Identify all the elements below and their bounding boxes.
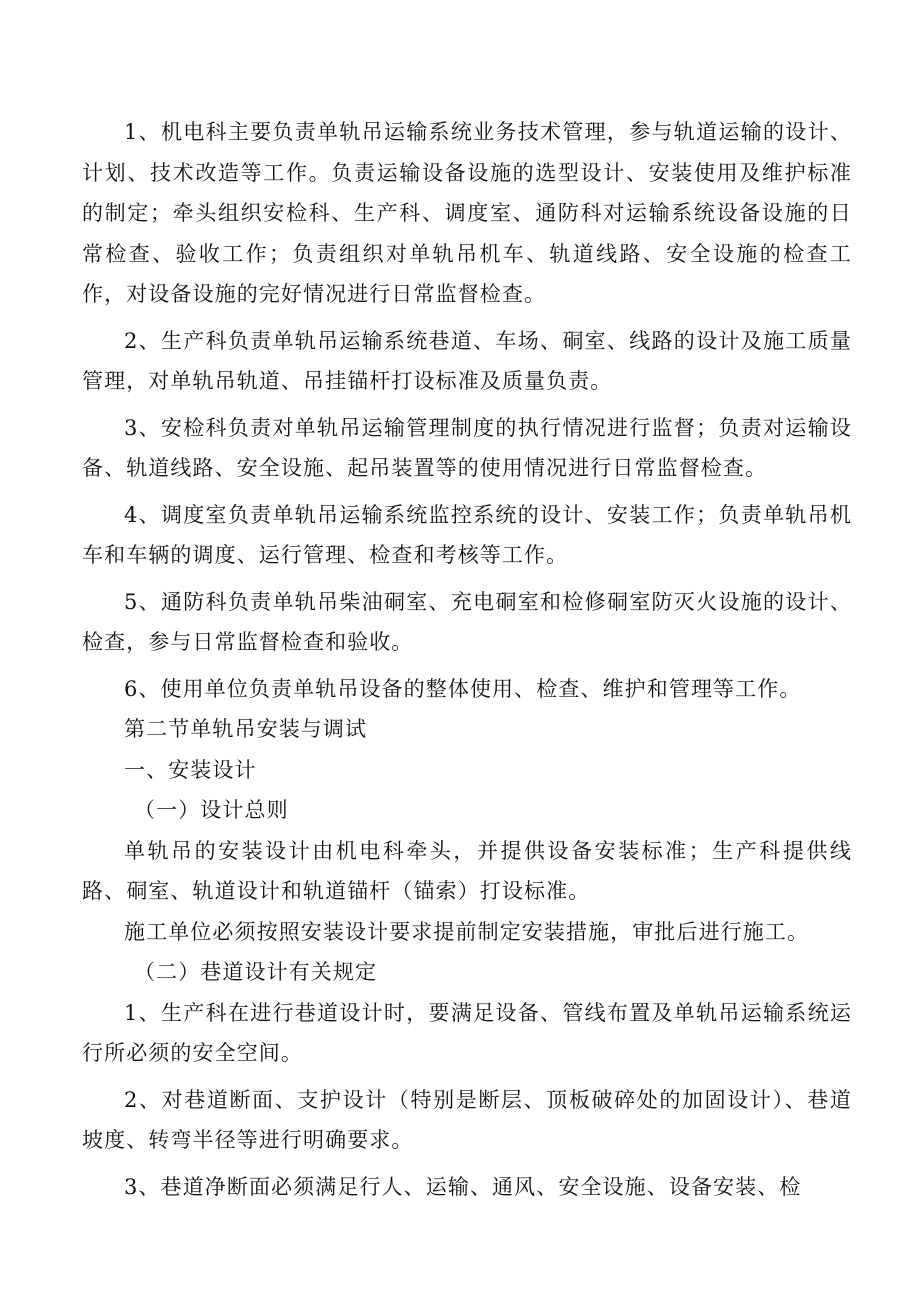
part-title: 一、安装设计 — [124, 757, 257, 782]
paragraph-2: 2、生产科负责单轨吊运输系统巷道、车场、硐室、线路的设计及施工质量管理，对单轨吊轨道、吊挂锚杆打设标准及质量负责。 — [82, 328, 852, 393]
paragraph-4: 4、调度室负责单轨吊运输系统监控系统的设计、安装工作；负责单轨吊机车和车辆的调度、运行管理、检查和考核等工作。 — [82, 502, 852, 567]
section-title: 第二节单轨吊安装与调试 — [124, 717, 368, 741]
subsection-title-2: （二）巷道设计有关规定 — [134, 960, 378, 984]
subsection-title-1: （一）设计总则 — [134, 798, 289, 822]
paragraph-6: 6、使用单位负责单轨吊设备的整体使用、检查、维护和管理等工作。 — [124, 676, 802, 701]
sub2-paragraph-2: 2、对巷道断面、支护设计（特别是断层、顶板破碎处的加固设计）、巷道坡度、转弯半径等进行明确要求。 — [82, 1087, 852, 1152]
sub1-paragraph-1: 单轨吊的安装设计由机电科牵头，并提供设备安装标准；生产科提供线路、硐室、轨道设计和轨道锚杆（锚索）打设标准。 — [82, 838, 852, 903]
paragraph-5: 5、通防科负责单轨吊柴油硐室、充电硐室和检修硐室防灭火设施的设计、检查，参与日常监督检查和验收。 — [82, 589, 852, 654]
document-page — [82, 112, 852, 1207]
sub2-paragraph-1: 1、生产科在进行巷道设计时，要满足设备、管线布置及单轨吊运输系统运行所必须的安全空间。 — [82, 1000, 852, 1065]
sub2-paragraph-3: 3、巷道净断面必须满足行人、运输、通风、安全设施、设备安装、检 — [124, 1174, 802, 1199]
paragraph-1: 1、机电科主要负责单轨吊运输系统业务技术管理，参与轨道运输的设计、计划、技术改造等工作。负责运输设备设施的选型设计、安装使用及维护标准的制定；牵头组织安检科、生产科、调度室、通防科对运输系统设备设施的日常检查、验收工作；负责组织对单轨吊机车、轨道线路、安全设施的检查工作，对设备设施的完好情况进行日常监督检查。 — [82, 120, 852, 306]
sub1-paragraph-2: 施工单位必须按照安装设计要求提前制定安装措施，审批后进行施工。 — [124, 919, 810, 944]
paragraph-3: 3、安检科负责对单轨吊运输管理制度的执行情况进行监督；负责对运输设备、轨道线路、安全设施、起吊装置等的使用情况进行日常监督检查。 — [82, 415, 852, 480]
